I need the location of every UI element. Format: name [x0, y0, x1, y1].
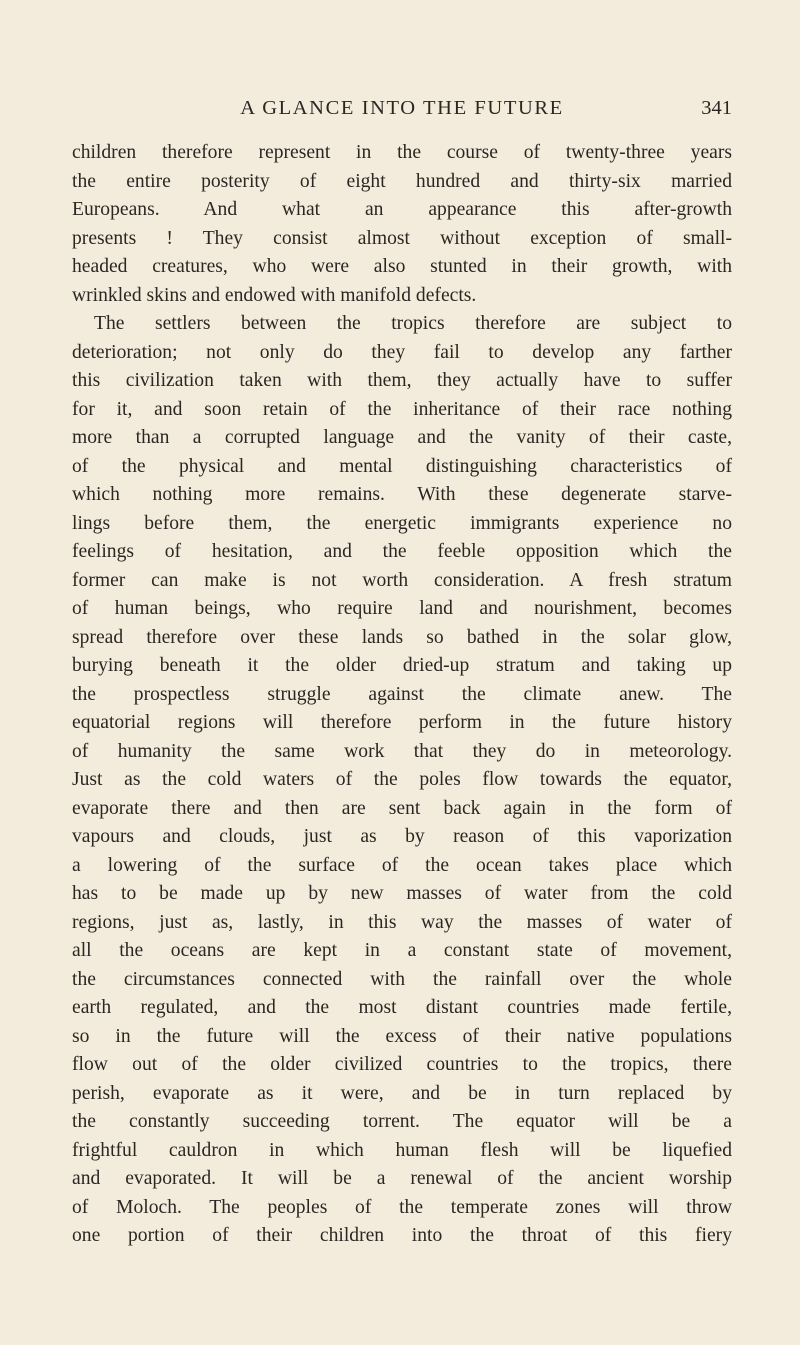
text-line: of the physical and mental distinguishing characteristics of [72, 455, 732, 477]
chapter-title: A GLANCE INTO THE FUTURE [240, 97, 564, 119]
text-line: lings before them, the energetic immigrants experience no [72, 512, 732, 534]
text-line: this civilization taken with them, they actually have to suffer [72, 370, 732, 391]
text-line: has to be made up by new masses of water from the cold [72, 883, 732, 904]
text-line: headed creatures, who were also stunted in their growth, with [72, 256, 732, 277]
text-line: former can make is not worth consideration. A fresh stratum [72, 569, 732, 591]
text-line: deterioration; not only do they fail to develop any farther [72, 341, 732, 363]
text-line: children therefore represent in the course of twenty-three years [72, 142, 732, 163]
text-line: earth regulated, and the most distant countries made fertile, [72, 997, 732, 1018]
text-line: the circumstances connected with the rainfall over the whole [72, 968, 732, 990]
text-line: the constantly succeeding torrent. The equator will be a [72, 1111, 732, 1132]
text-line: the prospectless struggle against the climate anew. The [72, 683, 732, 705]
text-line: of Moloch. The peoples of the temperate zones will throw [72, 1196, 732, 1218]
text-line: Europeans. And what an appearance this after-growth [72, 199, 732, 220]
text-line: all the oceans are kept in a constant state of movement, [72, 940, 732, 961]
text-line: one portion of their children into the throat of this fiery [72, 1225, 732, 1246]
text-line: of humanity the same work that they do in meteorology. [72, 740, 732, 762]
text-line: frightful cauldron in which human flesh will be liquefied [72, 1139, 732, 1161]
text-line: vapours and clouds, just as by reason of this vaporization [72, 826, 732, 847]
text-line: regions, just as, lastly, in this way the masses of water of [72, 911, 732, 933]
text-line: feelings of hesitation, and the feeble opposition which the [72, 541, 732, 562]
text-line: more than a corrupted language and the vanity of their caste, [72, 427, 732, 448]
text-line: equatorial regions will therefore perform in the future history [72, 712, 732, 733]
text-line: a lowering of the surface of the ocean takes place which [72, 854, 732, 876]
text-line: wrinkled skins and endowed with manifold defects. [72, 284, 477, 306]
text-line: flow out of the older civilized countries to the tropics, there [72, 1054, 732, 1075]
text-line: and evaporated. It will be a renewal of the ancient worship [72, 1168, 732, 1189]
text-line: so in the future will the excess of their native populations [72, 1025, 732, 1047]
text-line: spread therefore over these lands so bathed in the solar glow, [72, 626, 732, 648]
text-line: presents ! They consist almost without exception of small- [72, 227, 732, 249]
running-header [72, 92, 732, 124]
body-text [72, 139, 732, 1251]
text-line: evaporate there and then are sent back again in the form of [72, 797, 732, 819]
text-line: which nothing more remains. With these degenerate starve- [72, 484, 732, 505]
text-line: of human beings, who require land and nourishment, becomes [72, 598, 732, 619]
page-number: 341 [701, 97, 732, 119]
text-line: burying beneath it the older dried-up stratum and taking up [72, 655, 732, 676]
text-line: for it, and soon retain of the inheritance of their race nothing [72, 398, 732, 420]
text-line: the entire posterity of eight hundred and thirty-six married [72, 170, 732, 192]
text-line: Just as the cold waters of the poles flow towards the equator, [72, 769, 732, 790]
text-line: perish, evaporate as it were, and be in turn replaced by [72, 1082, 732, 1104]
text-line: The settlers between the tropics therefore are subject to [94, 313, 732, 334]
